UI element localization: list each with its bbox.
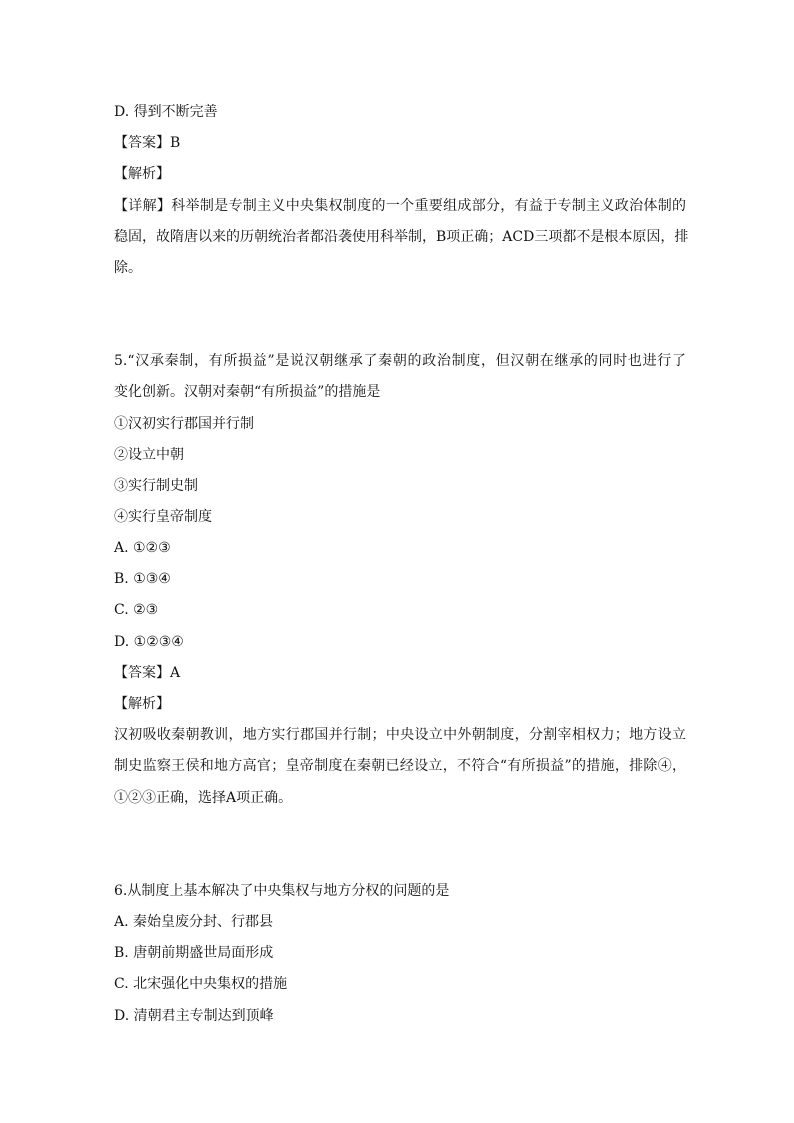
q5-option-b: B. ①③④: [114, 571, 171, 587]
q5-analysis-line-1: 汉初吸收秦朝教训，地方实行郡国并行制；中央设立中外朝制度，分割宰相权力；地方设立: [114, 727, 686, 743]
q4-analysis-line-2: 稳固，故隋唐以来的历朝统治者都沿袭使用科举制，B项正确；ACD三项都不是根本原因，排: [114, 229, 689, 245]
q6-stem: 6.从制度上基本解决了中央集权与地方分权的问题的是: [114, 883, 450, 899]
q6-option-d: D. 清朝君主专制达到顶峰: [114, 1008, 274, 1024]
q4-analysis-heading: 【解析】: [114, 166, 170, 182]
q4-analysis-line-3: 除。: [114, 260, 142, 276]
q4-option-d: D. 得到不断完善: [114, 104, 218, 120]
q5-option-d: D. ①②③④: [114, 634, 184, 650]
q4-answer: 【答案】B: [114, 135, 181, 151]
q5-stem-line-1: 5.“汉承秦制，有所损益”是说汉朝继承了秦朝的政治制度，但汉朝在继承的同时也进行了: [114, 353, 686, 369]
q5-option-a: A. ①②③: [114, 540, 171, 556]
q5-item-3: ③实行制史制: [114, 478, 198, 494]
q6-option-b: B. 唐朝前期盛世局面形成: [114, 945, 274, 961]
q5-answer: 【答案】A: [114, 665, 181, 681]
q5-item-1: ①汉初实行郡国并行制: [114, 416, 254, 432]
q5-analysis-line-2: 制史监察王侯和地方高官；皇帝制度在秦朝已经设立，不符合“有所损益”的措施，排除④，: [114, 758, 686, 774]
q5-analysis-line-3: ①②③正确，选择A项正确。: [114, 790, 293, 806]
q5-analysis-heading: 【解析】: [114, 696, 170, 712]
q5-stem-line-2: 变化创新。汉朝对秦朝“有所损益”的措施是: [114, 384, 381, 400]
q6-option-c: C. 北宋强化中央集权的措施: [114, 976, 288, 992]
q5-item-2: ②设立中朝: [114, 447, 184, 463]
q6-option-a: A. 秦始皇废分封、行郡县: [114, 914, 274, 930]
q5-item-4: ④实行皇帝制度: [114, 509, 212, 525]
q4-analysis-line-1: 【详解】科举制是专制主义中央集权制度的一个重要组成部分，有益于专制主义政治体制的: [114, 198, 686, 214]
q5-option-c: C. ②③: [114, 602, 159, 618]
